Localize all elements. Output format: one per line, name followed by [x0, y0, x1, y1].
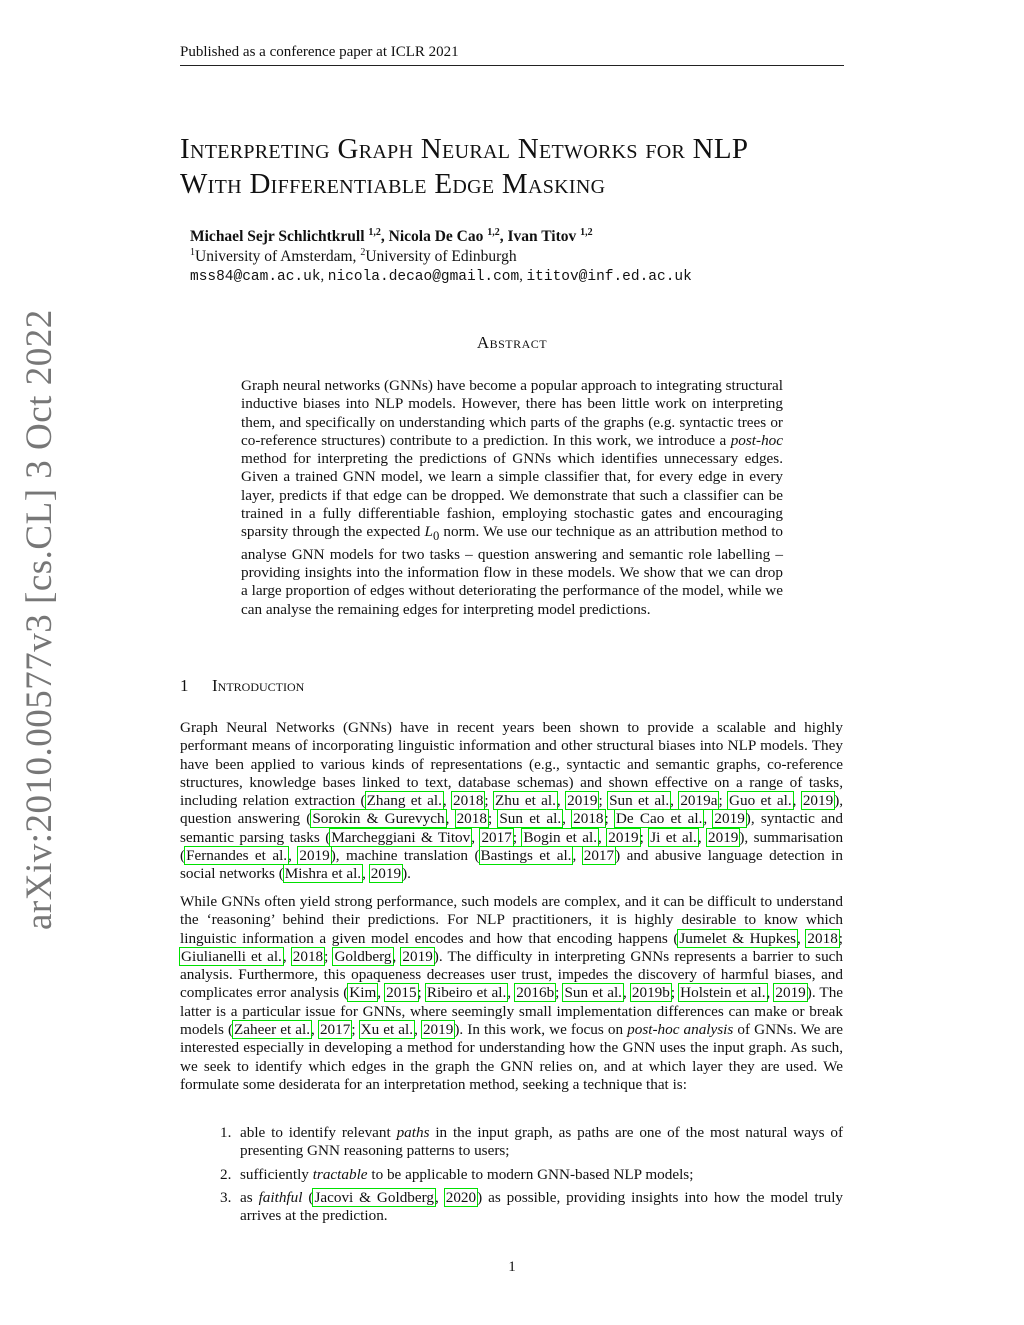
list-text: to be applicable to modern GNN-based NLP models;: [367, 1165, 694, 1183]
citation-link[interactable]: 2019a: [680, 792, 718, 810]
citation-link[interactable]: Zhang et al.: [366, 792, 442, 810]
page-number: 1: [508, 1259, 516, 1275]
citation-link[interactable]: Bastings et al.: [480, 847, 572, 865]
email-2[interactable]: nicola.decao@gmail.com: [327, 269, 520, 285]
citation-link[interactable]: Fernandes et al.: [186, 847, 288, 865]
citation-link[interactable]: 2017: [583, 847, 615, 865]
citation-link[interactable]: Sorokin & Gurevych: [312, 810, 445, 828]
abstract-text: norm. We use our technique as an attribution method to analyse GNN models for two tasks – question answering and semantic role labelling – providing insights into the information flow in these models. We show that we can drop a large proportion of edges without deteriorating the performance of the model, while we can analyse the remaining edges for interpreting model predictions.: [241, 523, 784, 618]
citation-link[interactable]: 2017: [319, 1021, 351, 1039]
author-1-affil: 1,2: [368, 226, 381, 238]
citation-link[interactable]: 2019: [708, 828, 739, 846]
citation-link[interactable]: Mishra et al.: [284, 865, 362, 883]
math-l: L: [424, 523, 433, 541]
para-emphasis: post-hoc analysis: [627, 1021, 734, 1039]
citation-link[interactable]: Zhu et al.: [495, 792, 556, 810]
abstract-heading: Abstract: [476, 333, 548, 352]
abstract-text: method for interpreting the predictions of GNNs which identifies unnecessary edges. Given a trained GNN model, we learn a simple classifier that, for every edge in every layer, predicts if that edge can be dropped. We demonstrate that such a classifier can be trained in a fully differentiable fashion, employing stochastic gates and encouraging sparsity through the expected: [241, 450, 783, 541]
para-text: ), syntactic and semantic parsing tasks (: [180, 810, 843, 846]
author-list: Michael Sejr Schlichtkrull $^{1,2}$, Nicola De Cao $^{1,2}$, Ivan Titov $^{1,2}$: [190, 226, 593, 245]
email-3[interactable]: ititov@inf.ed.ac.uk: [526, 269, 692, 285]
citation-link[interactable]: 2019: [714, 810, 745, 828]
list-text: as: [240, 1188, 259, 1206]
citation-link[interactable]: 2019b: [631, 984, 670, 1002]
paper-title: [180, 132, 880, 202]
citation-link[interactable]: Sun et al.: [499, 810, 562, 828]
citation-link[interactable]: Goldberg: [334, 947, 392, 965]
list-text: (: [302, 1188, 314, 1206]
citation-link[interactable]: Holstein et al.: [680, 984, 766, 1002]
citation-link[interactable]: 2017: [481, 828, 512, 846]
citation-link[interactable]: De Cao et al.: [615, 810, 703, 828]
list-text: able to identify relevant: [240, 1124, 397, 1141]
citation-link[interactable]: 2019: [402, 947, 433, 965]
author-2-affil: 1,2: [487, 226, 500, 238]
section-number: 1: [180, 676, 189, 695]
citation-link[interactable]: 2020: [445, 1188, 477, 1206]
citation-link[interactable]: 2016b: [516, 984, 555, 1002]
citation-link[interactable]: 2018: [292, 947, 324, 965]
emails: mss84@cam.ac.uk, nicola.decao@gmail.com, ititov@inf.ed.ac.uk: [190, 268, 692, 285]
citation-link[interactable]: 2018: [456, 810, 487, 828]
citation-link[interactable]: Zaheer et al.: [234, 1021, 311, 1039]
citation-link[interactable]: Ji et al.: [650, 828, 697, 846]
citation-link[interactable]: 2015: [386, 984, 417, 1002]
list-item: [180, 1166, 843, 1184]
author-3: Ivan Titov: [507, 228, 577, 245]
section-heading: [180, 676, 304, 696]
affiliations: [190, 248, 517, 266]
running-header: Published as a conference paper at ICLR 2021: [180, 44, 459, 60]
list-emphasis: paths: [396, 1124, 430, 1141]
citation-link[interactable]: 2019: [608, 828, 639, 846]
header-rule: [180, 65, 844, 66]
para-text: ).: [402, 865, 411, 883]
citation-link[interactable]: Ribeiro et al.: [426, 984, 507, 1002]
affil-1-marker: 1: [190, 246, 195, 258]
citation-link[interactable]: 2019: [802, 792, 834, 810]
list-item: [180, 1124, 843, 1161]
list-text: sufficiently: [240, 1165, 313, 1183]
math-sub: 0: [432, 529, 440, 544]
intro-paragraph-1: Graph Neural Networks (GNNs) have in recent years been shown to provide a scalable and highly performant means of incorporating linguistic information and other structural biases into NLP models. They have been applied to various kinds of representations (e.g., syntactic and semantic graphs, co-reference structures, knowledge bases linked to text, database schemas) and shown effective on a range of tasks, including relation extraction (Zhang et al., 2018; Zhu et al., 2019; Sun et al., 2019a; Guo et al., 2019), question answering (Sorokin & Gurevych, 2018; Sun et al., 2018; De Cao et al., 2019), syntactic and semantic parsing tasks (Marcheggiani & Titov, 2017; Bogin et al., 2019; Ji et al., 2019), summarisation (Fernandes et al., 2019), machine translation (Bastings et al., 2017) and abusive language detection in social networks (Mishra et al., 2019).: [180, 719, 844, 883]
affil-2: University of Edinburgh: [365, 248, 517, 265]
citation-link[interactable]: Giulianelli et al.: [181, 947, 282, 965]
section-title: Introduction: [212, 676, 305, 695]
citation-link[interactable]: 2019: [422, 1021, 454, 1039]
email-1[interactable]: mss84@cam.ac.uk: [190, 269, 321, 285]
list-emphasis: tractable: [312, 1165, 368, 1183]
citation-link[interactable]: 2018: [807, 929, 838, 947]
abstract-body: [241, 377, 783, 619]
affil-2-marker: 2: [360, 246, 366, 258]
citation-link[interactable]: 2018: [573, 810, 604, 828]
title-line-1: Interpreting Graph Neural Networks for NLP: [180, 133, 749, 165]
citation-link[interactable]: Xu et al.: [360, 1021, 414, 1039]
citation-link[interactable]: Jacovi & Goldberg: [314, 1188, 434, 1206]
list-number: 1.: [220, 1124, 232, 1141]
citation-link[interactable]: Guo et al.: [729, 792, 792, 810]
para-text: ) and abusive language detection in social networks (: [180, 847, 843, 883]
citation-link[interactable]: 2018: [453, 792, 484, 810]
author-2: Nicola De Cao: [388, 228, 484, 245]
para-text: of GNNs. We are interested especially in developing a method for understanding how the GNN uses the input graph. As such, we seek to identify which edges in the graph the GNN relies on, and at which layer they are used. We formulate some desiderata for an interpretation method, seeking a technique that is:: [180, 1021, 844, 1093]
para-text: ), summarisation (: [180, 828, 844, 865]
abstract-text: Graph neural networks (GNNs) have become a popular approach to integrating structural inductive biases into NLP models. However, there has been little work on interpreting them, and specifically on understanding which parts of the graphs (e.g. syntactic trees or co-reference structures) contribute to a prediction. In this work, we introduce a: [241, 377, 783, 449]
citation-link[interactable]: Bogin et al.: [523, 828, 598, 846]
citation-link[interactable]: 2019: [567, 792, 598, 810]
para-text: ), question answering (: [180, 792, 844, 828]
list-text: ) as possible, providing insights into how the model truly arrives at the prediction.: [240, 1188, 844, 1225]
list-emphasis: faithful: [258, 1188, 303, 1206]
intro-paragraph-2: While GNNs often yield strong performance, such models are complex, and it can be difficult to understand the ‘reasoning’ behind their predictions. For NLP practitioners, it is highly desirable to know which linguistic information a given model encodes and how that encoding happens (Jumelet & Hupkes, 2018; Giulianelli et al., 2018; Goldberg, 2019). The difficulty in interpreting GNNs represents a barrier to such analysis. Furthermore, this opaqueness decreases user trust, impedes the discovery of harmful biases, and complicates error analysis (Kim, 2015; Ribeiro et al., 2016b; Sun et al., 2019b; Holstein et al., 2019). The latter is a particular issue for GNNs, where seemingly small implementation differences can make or break models (Zaheer et al., 2017; Xu et al., 2019). In this work, we focus on post-hoc analysis of GNNs. We are interested especially in developing a method for understanding how the GNN uses the input graph. As such, we seek to identify which edges in the graph the GNN relies on, and at which layer they are used. We formulate some desiderata for an interpretation method, seeking a technique that is:: [180, 893, 844, 1093]
author-1: Michael Sejr Schlichtkrull: [190, 228, 365, 245]
list-text: in the input graph, as paths are one of the most natural ways of presenting GNN reasoning patterns to users;: [240, 1124, 843, 1160]
para-text: ). In this work, we focus on: [454, 1021, 628, 1039]
para-text: Graph Neural Networks (GNNs) have in recent years been shown to provide a scalable and highly performant means of incorporating linguistic information and other structural biases into NLP models. They have been applied to various kinds of representations (e.g., syntactic and semantic graphs, co-reference structures, knowledge bases linked to text, database schemas) and shown effective on a range of tasks, including relation extraction (: [180, 719, 843, 810]
citation-link[interactable]: 2019: [775, 984, 806, 1002]
citation-link[interactable]: Marcheggiani & Titov: [331, 828, 471, 846]
affil-1: University of Amsterdam,: [195, 248, 357, 265]
author-3-affil: 1,2: [580, 226, 593, 238]
title-line-2: With Differentiable Edge Masking: [180, 168, 606, 200]
list-item: 3. as faithful (Jacovi & Goldberg, 2020) as possible, providing insights into how the model truly arrives at the prediction.: [220, 1188, 844, 1225]
para-text: ), machine translation (: [330, 847, 480, 865]
para-text: While GNNs often yield strong performance, such models are complex, and it can be difficult to understand the ‘reasoning’ behind their predictions. For NLP practitioners, it is highly desirable to know which linguistic information a given model encodes and how that encoding happens (: [180, 893, 843, 947]
list-number: 3.: [220, 1188, 232, 1206]
citation-link[interactable]: Sun et al.: [564, 984, 622, 1002]
citation-link[interactable]: Kim: [349, 984, 377, 1002]
citation-link[interactable]: Jumelet & Hupkes: [679, 929, 797, 947]
citation-link[interactable]: 2019: [299, 847, 330, 865]
abstract-emphasis: post-hoc: [730, 431, 783, 449]
citation-link[interactable]: Sun et al.: [609, 792, 670, 810]
desiderata-list: [180, 1124, 843, 1230]
citation-link[interactable]: 2019: [370, 865, 402, 883]
list-number: 2.: [220, 1165, 232, 1183]
arxiv-stamp: arXiv:2010.00577v3 [cs.CL] 3 Oct 2022: [19, 309, 60, 930]
para-text: ). The difficulty in interpreting GNNs represents a barrier to such analysis. Furthermore, this opaqueness decreases user trust, impedes the discovery of harmful biases, and complicates error analysis (: [180, 947, 843, 1002]
para-text: ). The latter is a particular issue for GNNs, where seemingly small implementation differences can make or break models (: [180, 984, 844, 1039]
